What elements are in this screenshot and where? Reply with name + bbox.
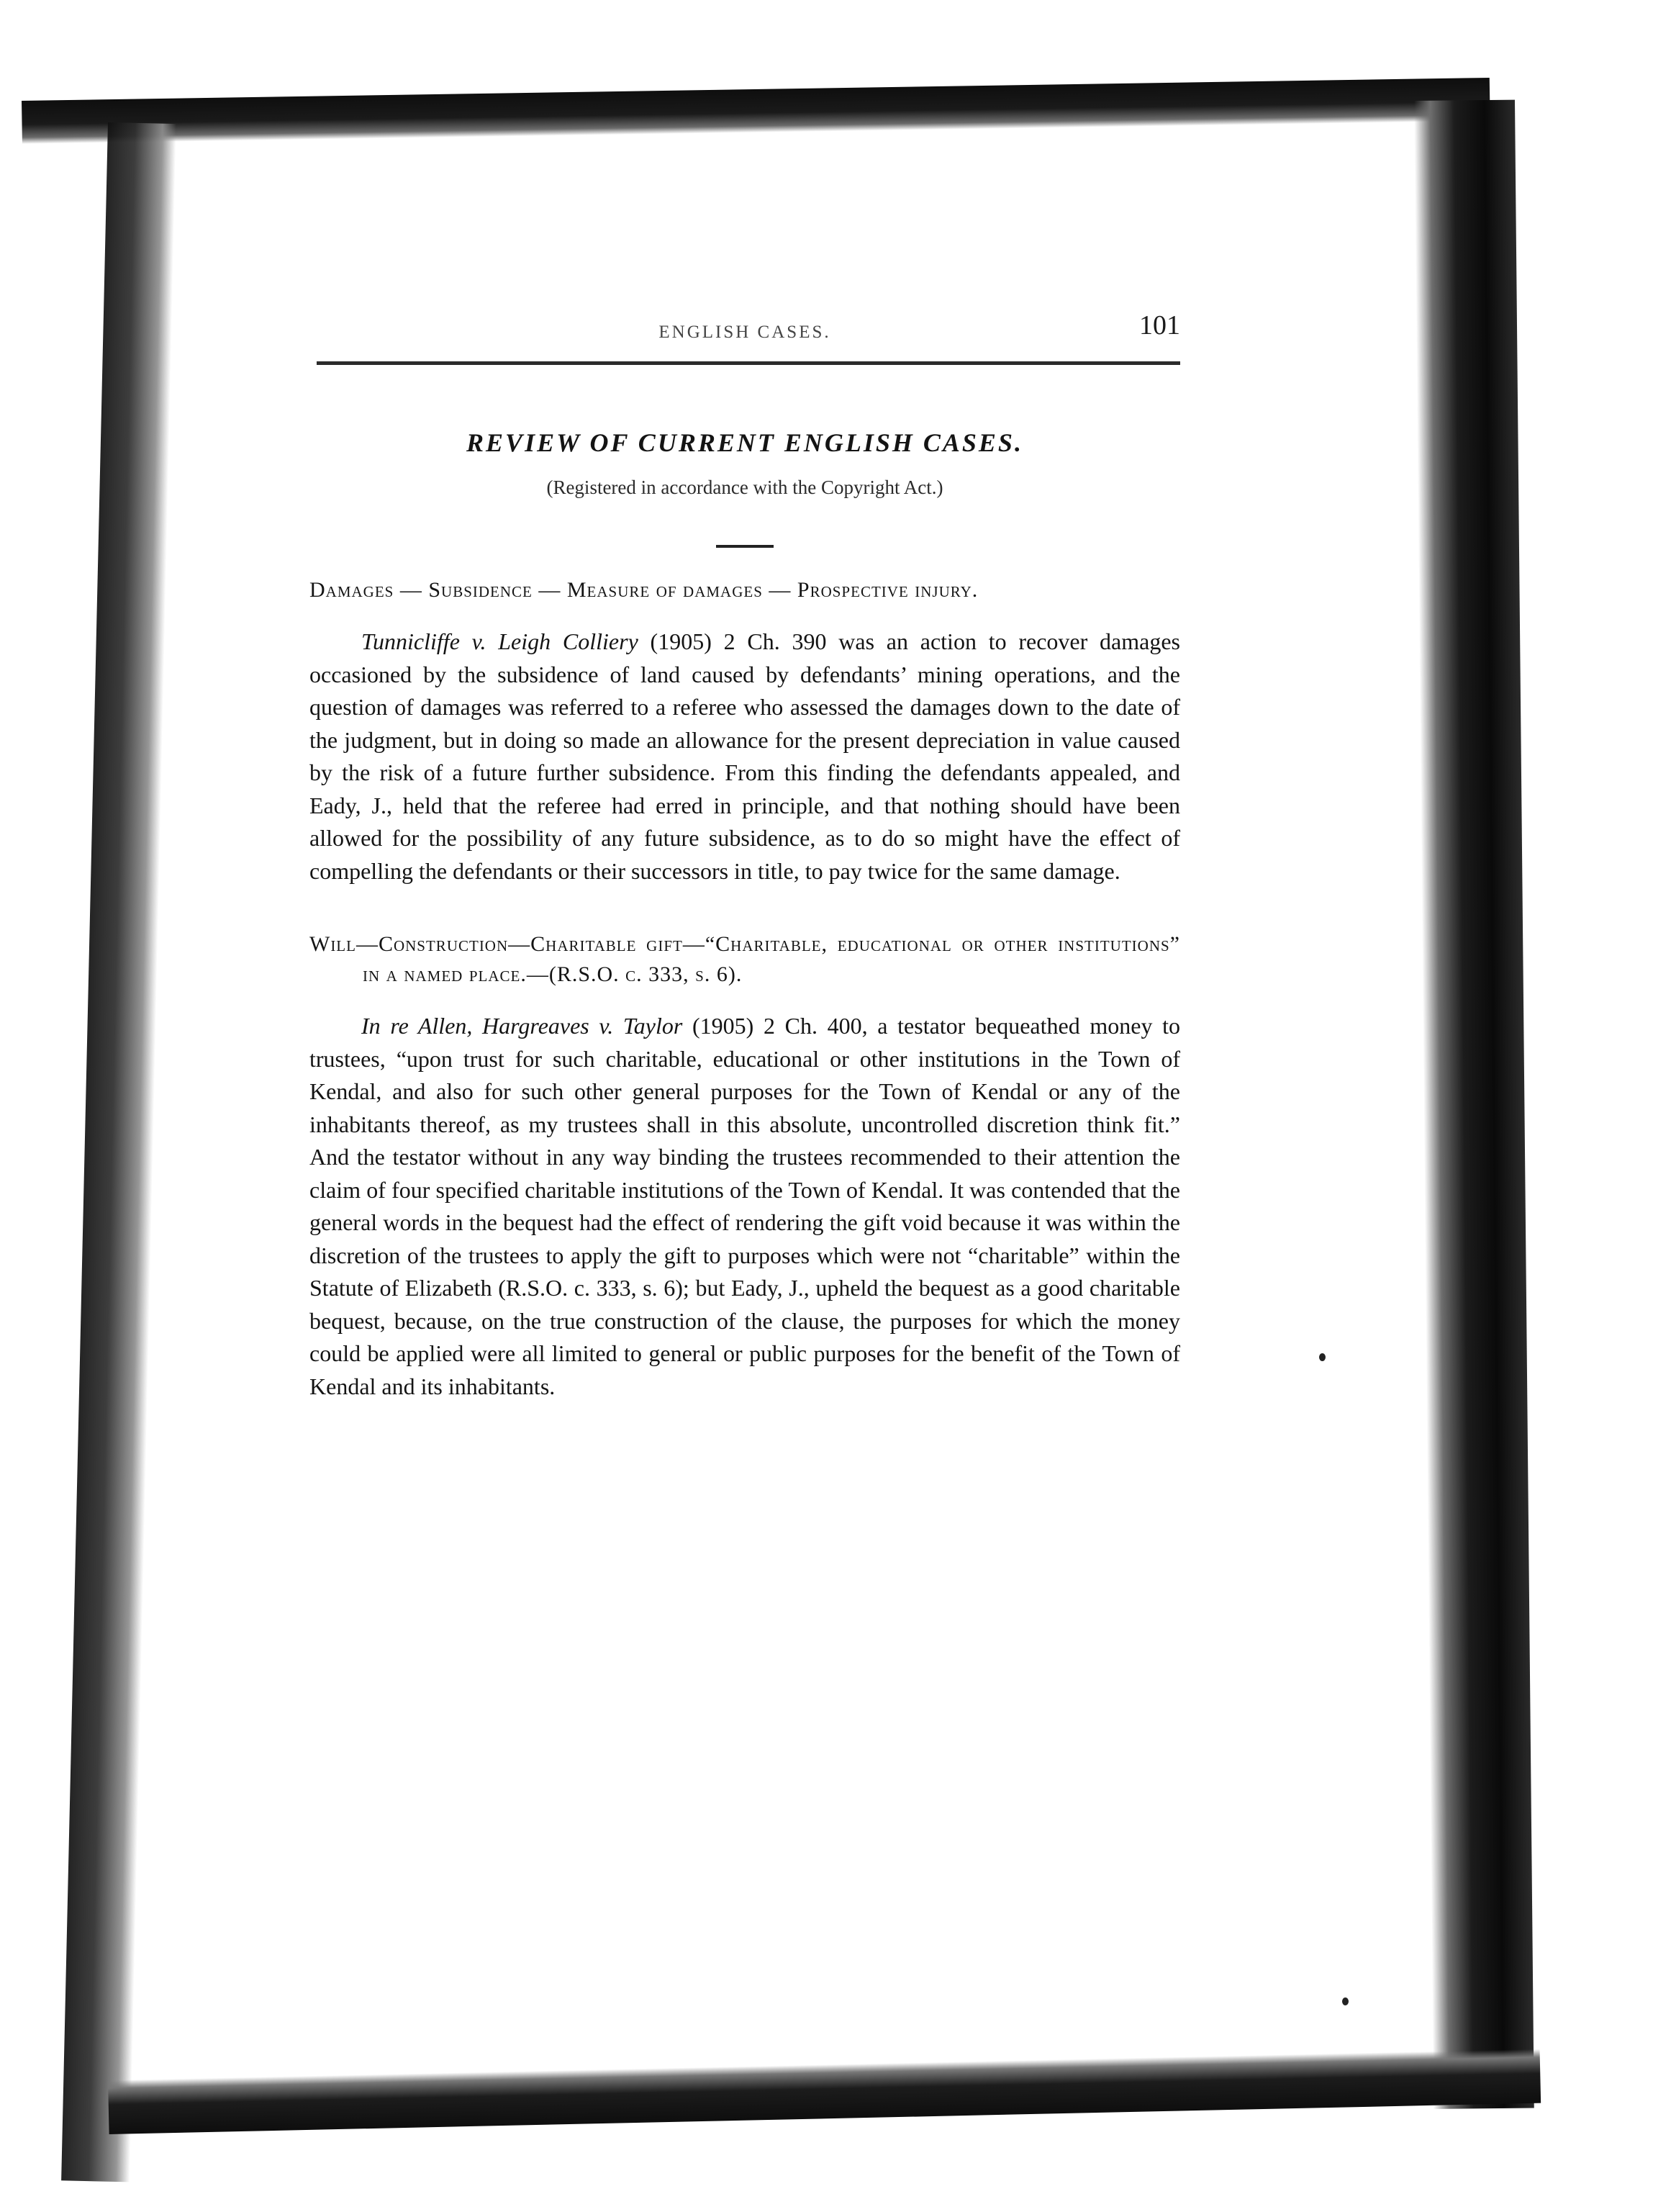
- case-name: Tunnicliffe v. Leigh Colliery: [361, 628, 638, 654]
- copyright-note: (Registered in accordance with the Copyright Act.): [546, 477, 943, 498]
- case-paragraph: [309, 1010, 1180, 1403]
- section-divider: [716, 545, 774, 548]
- case-name: In re Allen, Hargreaves v. Taylor: [361, 1013, 683, 1039]
- page-number: 101: [1139, 310, 1180, 340]
- case-text: (1905) 2 Ch. 390 was an action to recover damages occasioned by the subsidence of land caused by defendants’ mining operations, and the question of damages was referred to a referee who assessed the damages down to the date of the judgment, but in doing so made an allowance for the present depreciation in value caused by the risk of a future further subsidence. From this finding the defendants appealed, and Eady, J., held that the referee had erred in principle, and that nothing should have been allowed for the possibility of any future subsidence, as to do so might have the effect of compelling the defendants or their successors in title, to pay twice for the same damage.: [309, 628, 1181, 884]
- scan-edge-left: [61, 122, 176, 2182]
- running-head: [309, 310, 1180, 350]
- scan-edge-right: [1414, 100, 1534, 2109]
- scan-edge-bottom: [108, 2049, 1541, 2134]
- section-title: REVIEW OF CURRENT ENGLISH CASES.: [466, 428, 1023, 457]
- running-title: ENGLISH CASES.: [658, 322, 831, 342]
- case-text: (1905) 2 Ch. 400, a testator bequeathed money to trustees, “upon trust for such charitable, educational or other institutions in the Town of Kendal, and also for such other general purposes for the Town of Kendal or any of the inhabitants thereof, as my trustees shall in this absolute, uncontrolled discretion think fit.” And the testator without in any way binding the trustees recommended to their attention the claim of four specified charitable institutions of the Town of Kendal. It was contended that the general words in the bequest had the effect of rendering the gift void because it was within the discretion of the trustees to apply the gift to purposes which were not “charitable” within the Statute of Elizabeth (R.S.O. c. 333, s. 6); but Eady, J., upheld the bequest as a good charitable bequest, because, on the true construction of the clause, the purposes for which the money could be applied were all limited to general or public purposes for the benefit of the Town of Kendal and its inhabitants.: [309, 1013, 1181, 1399]
- case-heading: Will—Construction—Charitable gift—“Charitable, educational or other institutions” in a named place.—(R.S.O. c. 333, s. 6).: [309, 932, 1180, 986]
- header-rule: [317, 361, 1180, 365]
- scan-speck: [1319, 1353, 1326, 1361]
- scan-edge-top: [22, 78, 1490, 144]
- document-page: [309, 310, 1180, 1836]
- scan-speck: [1342, 1997, 1349, 2005]
- case-paragraph: [309, 626, 1180, 888]
- case-heading: Damages — Subsidence — Measure of damages — Prospective injury.: [309, 578, 979, 602]
